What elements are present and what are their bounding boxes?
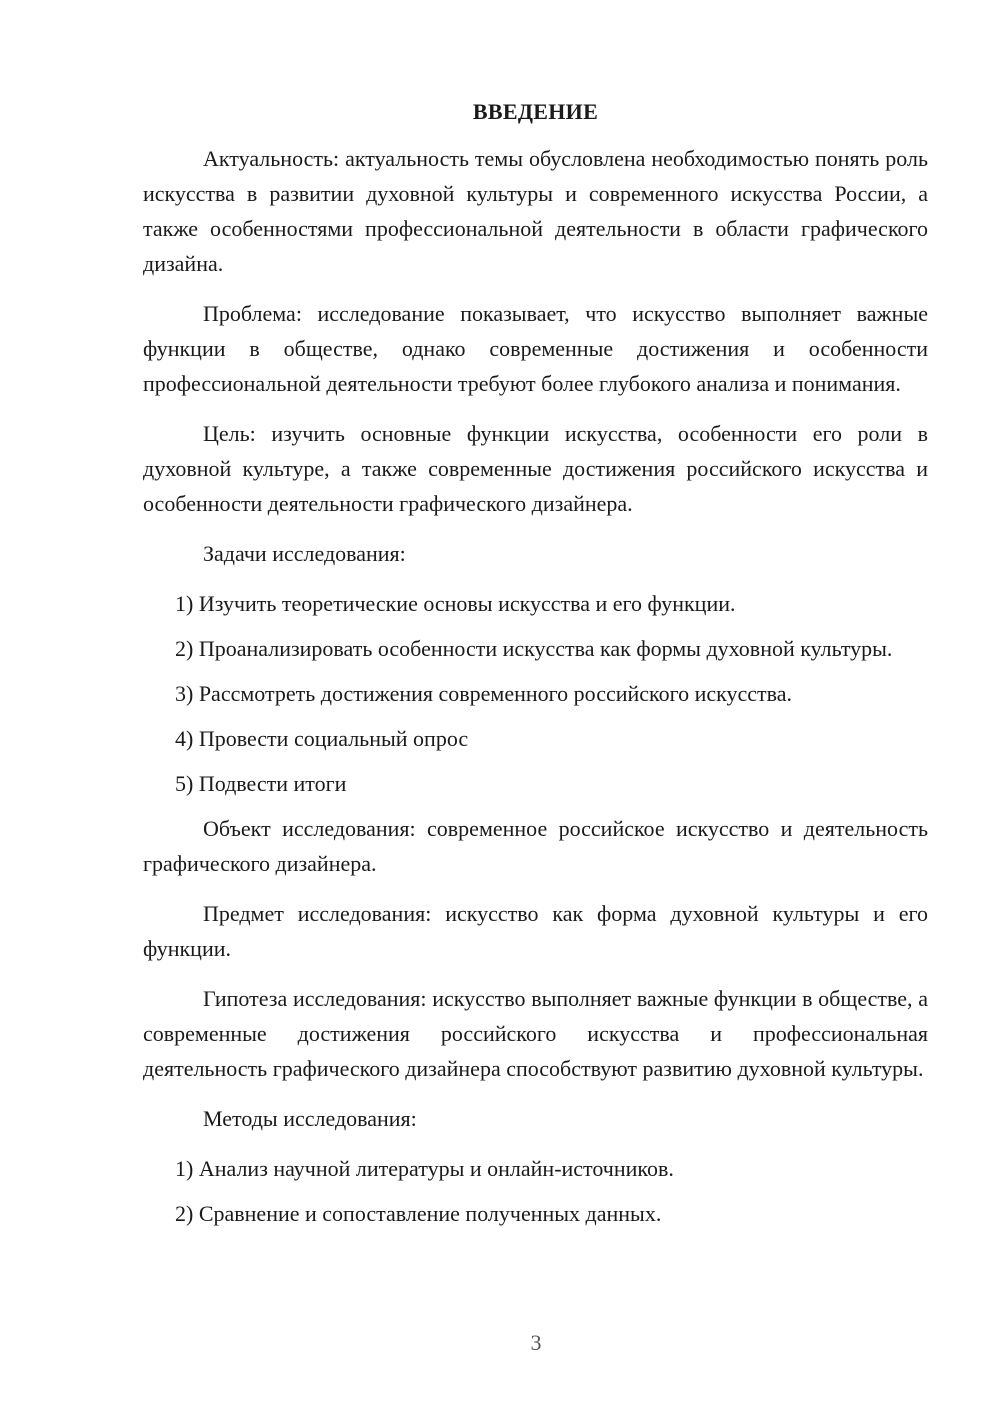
task-item: 2) Проанализировать особенности искусства как формы духовной культуры. <box>175 636 893 661</box>
hypothesis-paragraph: Гипотеза исследования: искусство выполняет важные функции в обществе, а современные достижения российского искусства и профессиональная деятельность графического дизайнера способствуют развитию духовной культуры. <box>143 986 928 1081</box>
task-item: 5) Подвести итоги <box>175 771 347 796</box>
method-item: 1) Анализ научной литературы и онлайн-источников. <box>175 1156 674 1181</box>
task-item: 4) Провести социальный опрос <box>175 726 469 751</box>
object-paragraph: Объект исследования: современное российское искусство и деятельность графического дизайнера. <box>143 816 928 876</box>
method-item: 2) Сравнение и сопоставление полученных данных. <box>175 1201 662 1226</box>
subject-paragraph: Предмет исследования: искусство как форма духовной культуры и его функции. <box>143 901 928 961</box>
goal-paragraph: Цель: изучить основные функции искусства, особенности его роли в духовной культуре, а также современные достижения российского искусства и особенности деятельности графического дизайнера. <box>143 421 928 516</box>
page-number: 3 <box>530 1330 542 1355</box>
methods-heading: Методы исследования: <box>203 1106 417 1131</box>
relevance-paragraph: Актуальность: актуальность темы обусловлена необходимостью понять роль искусства в развитии духовной культуры и современного искусства России, а также особенностями профессиональной деятельности в области графического дизайна. <box>143 146 928 276</box>
task-item: 1) Изучить теоретические основы искусства и его функции. <box>175 591 736 616</box>
document-page <box>143 94 928 1241</box>
problem-paragraph: Проблема: исследование показывает, что искусство выполняет важные функции в обществе, однако современные достижения и особенности профессиональной деятельности требуют более глубокого анализа и понимания. <box>143 301 928 396</box>
tasks-heading: Задачи исследования: <box>203 541 406 566</box>
task-item: 3) Рассмотреть достижения современного российского искусства. <box>175 681 792 706</box>
section-title: ВВЕДЕНИЕ <box>472 99 599 124</box>
